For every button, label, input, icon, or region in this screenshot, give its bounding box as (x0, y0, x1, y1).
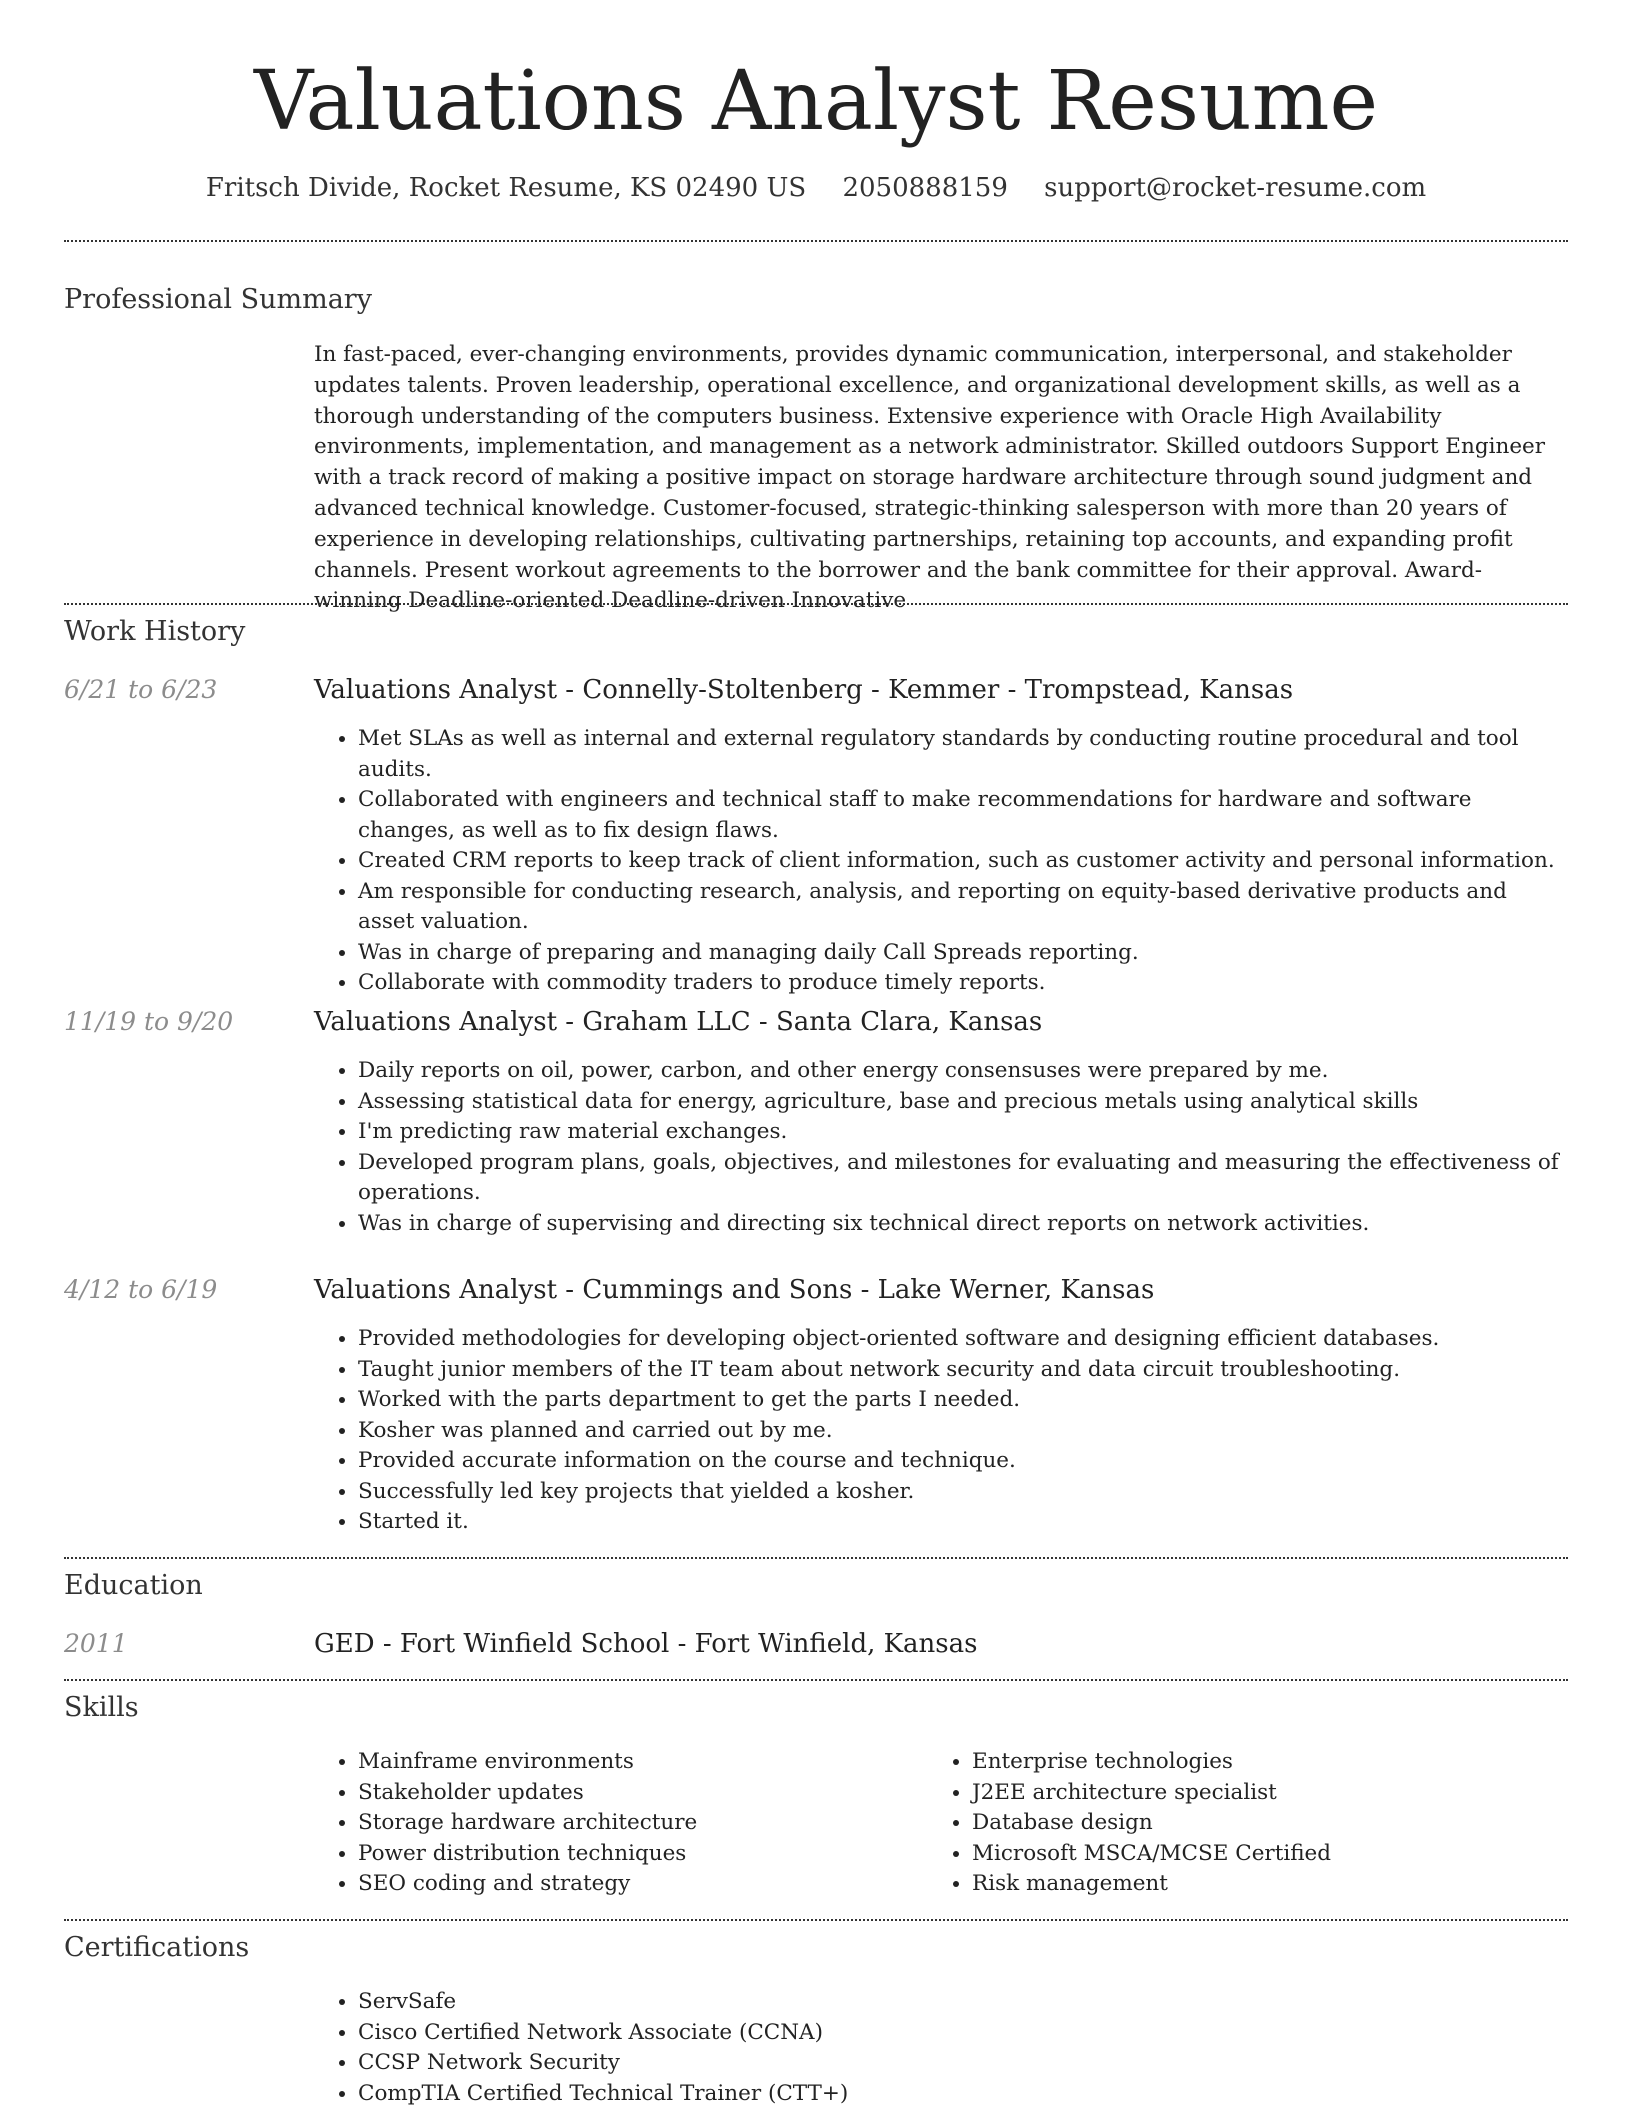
divider (64, 603, 1568, 605)
list-item: • Was in charge of preparing and managing daily Call Spreads reporting. (358, 938, 1564, 969)
list-item: • Stakeholder updates (358, 1778, 914, 1809)
job-bullets (314, 724, 1564, 999)
contact-line (0, 170, 1632, 206)
job-title: Valuations Analyst - Graham LLC - Santa Clara, Kansas (314, 1007, 1043, 1037)
list-item: • Successfully led key projects that yielded a kosher. (358, 1477, 1564, 1508)
divider (64, 1557, 1568, 1559)
list-item: • SEO coding and strategy (358, 1869, 914, 1900)
list-item: • Developed program plans, goals, objectives, and milestones for evaluating and measuring the effectiveness of operations. (358, 1148, 1564, 1209)
list-item: • Risk management (972, 1869, 1528, 1900)
job-dates: 11/19 to 9/20 (64, 1007, 234, 1036)
list-item: • Taught junior members of the IT team about network security and data circuit troubleshooting. (358, 1355, 1564, 1386)
list-item: • ServSafe (358, 1987, 1564, 2018)
list-item: • Worked with the parts department to get the parts I needed. (358, 1385, 1564, 1416)
list-item: • Started it. (358, 1507, 1564, 1538)
divider (64, 240, 1568, 242)
education-heading: Education (64, 1570, 203, 1601)
list-item: • J2EE architecture specialist (972, 1778, 1528, 1809)
certifications-list (314, 1987, 1564, 2109)
list-item: • Database design (972, 1808, 1528, 1839)
certifications-heading: Certifications (64, 1932, 250, 1963)
list-item: • Met SLAs as well as internal and external regulatory standards by conducting routine procedural and tool audits. (358, 724, 1564, 785)
list-item: • I'm predicting raw material exchanges. (358, 1117, 1564, 1148)
education-dates: 2011 (64, 1629, 128, 1658)
list-item: • Provided methodologies for developing object-oriented software and designing efficient databases. (358, 1324, 1564, 1355)
list-item: • Created CRM reports to keep track of client information, such as customer activity and personal information. (358, 846, 1564, 877)
skills-list-right (928, 1747, 1528, 1900)
list-item: • Am responsible for conducting research, analysis, and reporting on equity-based derivative products and asset valuation. (358, 877, 1564, 938)
list-item: • Cisco Certified Network Associate (CCNA) (358, 2018, 1564, 2049)
skills-list-left (314, 1747, 914, 1900)
list-item: • Assessing statistical data for energy, agriculture, base and precious metals using analytical skills (358, 1087, 1564, 1118)
job-bullets (314, 1056, 1564, 1239)
summary-heading: Professional Summary (64, 284, 372, 315)
list-item: • Storage hardware architecture (358, 1808, 914, 1839)
summary-text: In fast-paced, ever-changing environments, provides dynamic communication, interpersonal, and stakeholder updates talents. Proven leadership, operational excellence, and organizational development skills, as well as a thorough understanding of the computers business. Extensive experience with Oracle High Availability environments, implementation, and management as a network administrator. Skilled outdoors Support Engineer with a track record of making a positive impact on storage hardware architecture through sound judgment and advanced technical knowledge. Customer-focused, strategic-thinking salesperson with more than 20 years of experience in developing relationships, cultivating partnerships, retaining top accounts, and expanding profit channels. Present workout agreements to the borrower and the bank committee for their approval. Award-winning Deadline-oriented Deadline-driven Innovative (314, 342, 1546, 614)
contact-address: Fritsch Divide, Rocket Resume, KS 02490 US (205, 173, 807, 203)
education-title: GED - Fort Winfield School - Fort Winfield, Kansas (314, 1629, 978, 1659)
list-item: • Mainframe environments (358, 1747, 914, 1778)
divider (64, 1919, 1568, 1921)
list-item: • Provided accurate information on the course and technique. (358, 1446, 1564, 1477)
job-dates: 4/12 to 6/19 (64, 1275, 218, 1304)
list-item: • Enterprise technologies (972, 1747, 1528, 1778)
list-item: • Was in charge of supervising and directing six technical direct reports on network activities. (358, 1209, 1564, 1240)
list-item: • Microsoft MSCA/MCSE Certified (972, 1839, 1528, 1870)
job-title: Valuations Analyst - Connelly-Stoltenberg - Kemmer - Trompstead, Kansas (314, 675, 1294, 705)
resume-title: Valuations Analyst Resume (253, 54, 1379, 149)
contact-phone: 2050888159 (842, 173, 1008, 203)
work-history-heading: Work History (64, 616, 246, 647)
list-item: • Kosher was planned and carried out by me. (358, 1416, 1564, 1447)
list-item: • CCSP Network Security (358, 2048, 1564, 2079)
contact-email: support@rocket-resume.com (1044, 173, 1427, 203)
list-item: • Collaborate with commodity traders to produce timely reports. (358, 968, 1564, 999)
job-bullets (314, 1324, 1564, 1538)
list-item: • Power distribution techniques (358, 1839, 914, 1870)
list-item: • Daily reports on oil, power, carbon, and other energy consensuses were prepared by me. (358, 1056, 1564, 1087)
list-item: • CompTIA Certified Technical Trainer (CTT+) (358, 2079, 1564, 2110)
divider (64, 1679, 1568, 1681)
list-item: • Collaborated with engineers and technical staff to make recommendations for hardware and software changes, as well as to fix design flaws. (358, 785, 1564, 846)
skills-heading: Skills (64, 1692, 139, 1723)
job-dates: 6/21 to 6/23 (64, 675, 218, 704)
job-title: Valuations Analyst - Cummings and Sons - Lake Werner, Kansas (314, 1275, 1155, 1305)
